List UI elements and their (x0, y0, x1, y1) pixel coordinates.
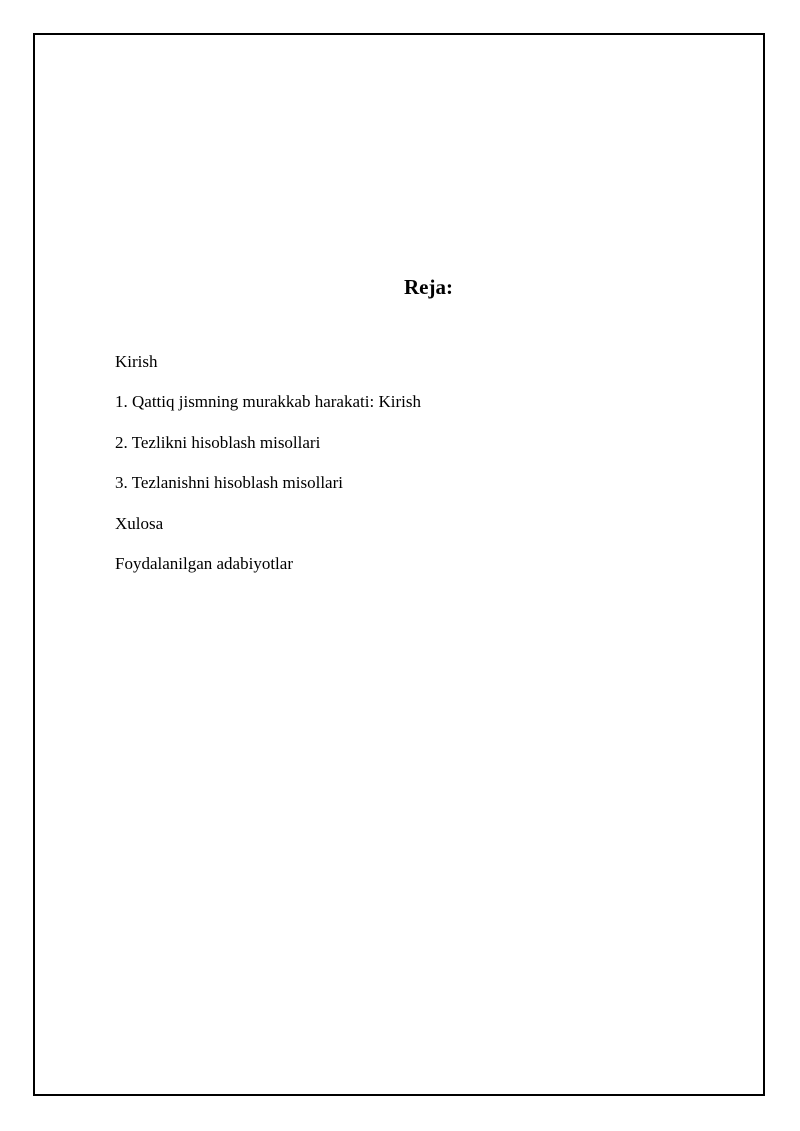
toc-item-introduction: Kirish (115, 352, 158, 371)
toc-item-conclusion: Xulosa (115, 513, 164, 533)
toc-item-section-3: 3. Tezlanishni hisoblash misollari (115, 473, 343, 493)
toc-item-references: Foydalanilgan adabiyotlar (115, 553, 293, 573)
toc-item-section-2: 2. Tezlikni hisoblash misollari (115, 432, 321, 452)
page-title: Reja: (404, 275, 453, 299)
table-of-contents (115, 350, 421, 592)
toc-item-section-1: 1. Qattiq jismning murakkab harakati: Kirish (115, 392, 421, 412)
